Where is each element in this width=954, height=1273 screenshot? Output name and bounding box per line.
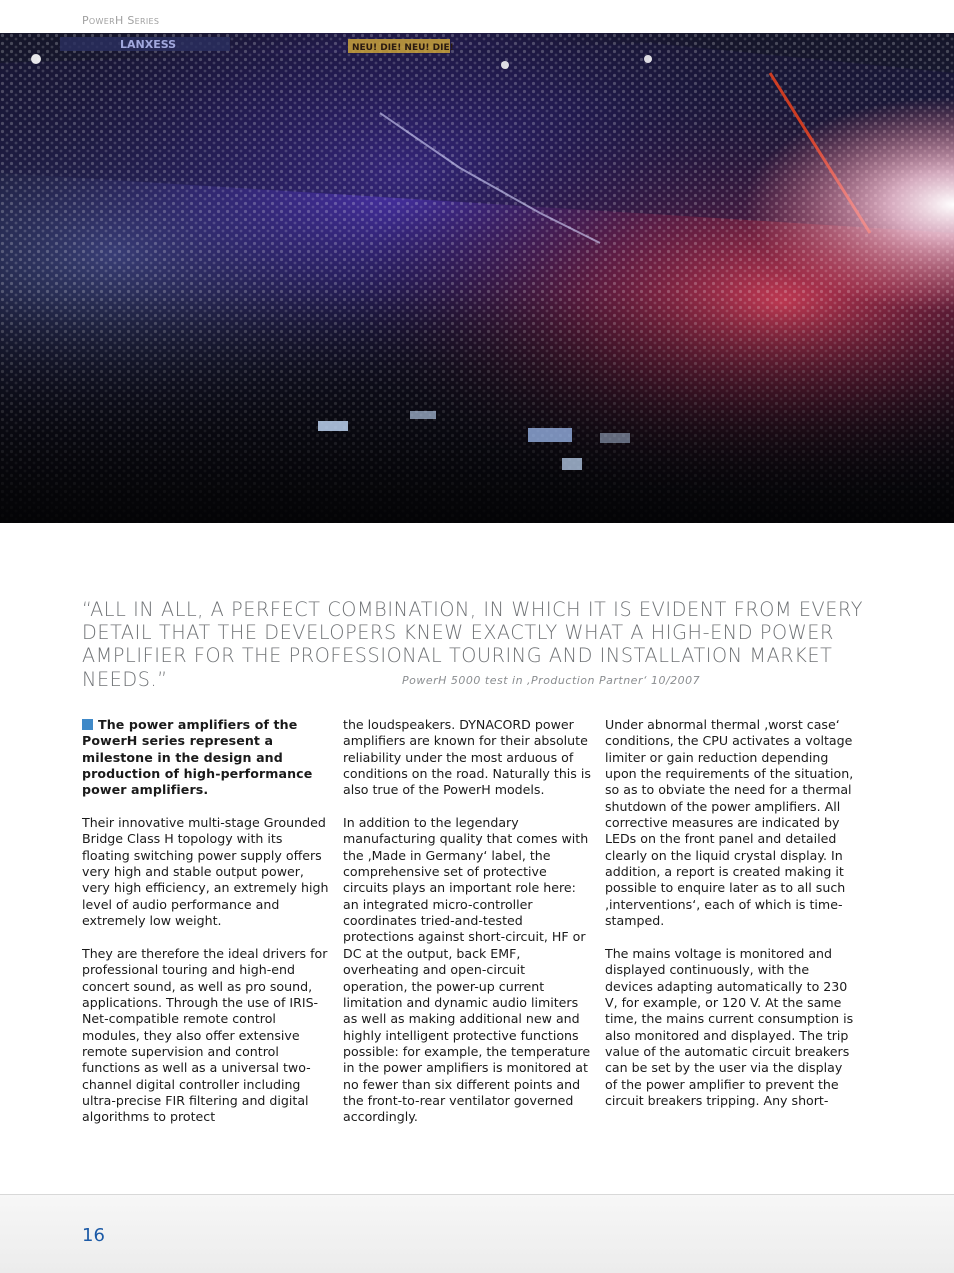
lead-paragraph [82, 717, 332, 799]
page-footer [0, 1194, 954, 1273]
paragraph: The mains voltage is monitored and displayed continuously, with the devices adapting automatically to 230 V, for example, or 120 V. At the same time, the mains current consumption is also monitored and displayed. The trip value of the automatic circuit breakers can be set by the user via the display of the power amplifier to prevent the circuit breakers tripping. Any short- [605, 945, 854, 1108]
paragraph: In addition to the legendary manufacturing quality that comes with the ‚Made in Germany‘ label, the comprehensive set of protective circuits plays an important role here: an integrated micro-controller coordinates tried-and-tested protections against short-circuit, HF or DC at the output, back EMF, overheating and open-circuit operation, the power-up current limitation and dynamic audio limiters as well as making additional new and highly intelligent protective functions possible: for example, the temperature in the power amplifiers is monitored at no fewer than six different points and the front-to-rear ventilator governed accordingly. [343, 815, 591, 1125]
paragraph: They are therefore the ideal drivers for professional touring and high-end concert sound, as well as pro sound, applications. Through the use of IRIS-Net-compatible remote control modules, they also offer extensive remote supervision and control functions as well as a universal two-channel digital controller including ultra-precise FIR filtering and digital algorithms to protect [82, 945, 328, 1125]
lead-text: The power amplifiers of the PowerH series represent a milestone in the design and production of high-performance power amplifiers. [82, 717, 313, 798]
blue-square-icon [82, 719, 93, 730]
quote-source: PowerH 5000 test in ‚Production Partner‘ 10/2007 [402, 674, 701, 687]
text-column-3 [605, 717, 855, 1126]
text-column-2 [343, 717, 593, 1142]
paragraph: Under abnormal thermal ‚worst case‘ conditions, the CPU activates a voltage limiter or gain reduction depending upon the requirements of the situation, so as to obviate the need for a thermal shutdown of the power amplifiers. All corrective measures are indicated by LEDs on the front panel and detailed clearly on the liquid crystal display. In addition, a report is created making it possible to enquire later as to all such ‚interventions‘, each of which is time-stamped. [605, 717, 854, 929]
pull-quote: “ALL IN ALL, A PERFECT COMBINATION, IN WHICH IT IS EVIDENT FROM EVERY DETAIL THAT THE DEVELOPERS KNEW EXACTLY WHAT A HIGH-END POWER AMPLIFIER FOR THE PROFESSIONAL TOURING AND INSTALLATION MARKET NEEDS.” [82, 598, 864, 691]
text-column-1 [82, 717, 332, 1142]
page-number: 16 [82, 1225, 105, 1246]
concert-arena-photo [0, 33, 954, 523]
series-label: PowerH Series [82, 14, 160, 27]
paragraph: the loudspeakers. DYNACORD power amplifiers are known for their absolute reliability under the most arduous of conditions on the road. Naturally this is also true of the PowerH models. [343, 717, 591, 798]
paragraph: Their innovative multi-stage Grounded Bridge Class H topology with its floating switching power supply offers very high and stable output power, very high efficiency, an extremely high level of audio performance and extremely low weight. [82, 815, 329, 929]
